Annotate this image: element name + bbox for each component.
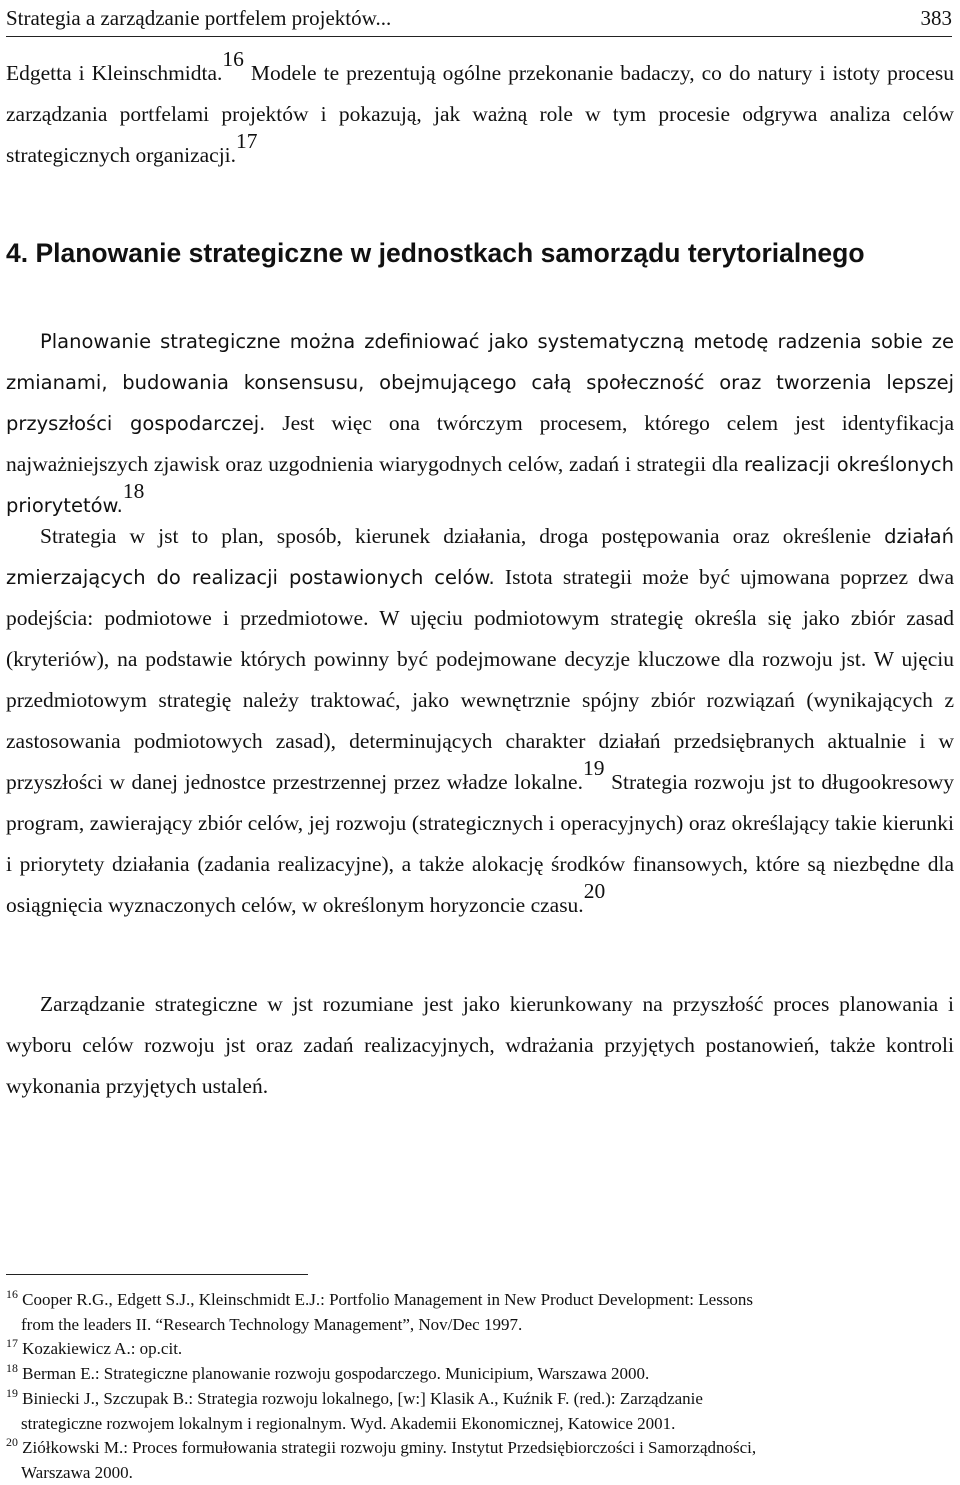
- footnote-16: $^{16}$ Cooper R.G., Edgett S.J., Kleinschmidt E.J.: Portfolio Management in New Product Development: Lessons from the leaders II. “Research Technology Management”, Nov/Dec 1997.: [6, 1287, 754, 1334]
- footnote-ref-19[interactable]: 19: [582, 756, 605, 781]
- footnotes: [6, 1288, 954, 1485]
- paragraph-2: [6, 517, 954, 927]
- intro-paragraph: [6, 47, 955, 177]
- paragraph-3-text: Zarządzanie strategiczne w jst rozumiane jest jako kierunkowany na przyszłość proces planowania i wyboru celów rozwoju jst oraz zadań realizacyjnych, wdrażania przyjętych postanowień, także kontroli wykonania przyjętych ustaleń.: [6, 992, 954, 1098]
- paragraph-3: [6, 985, 954, 1108]
- page-number: 383: [920, 6, 952, 30]
- footnote-ref-17[interactable]: 17: [236, 129, 258, 154]
- footnote-17: $^{17}$ Kozakiewicz A.: op.cit.: [6, 1336, 183, 1358]
- paragraph-1: [6, 322, 954, 527]
- header-title: Strategia a zarządzanie portfelem projektów...: [6, 6, 392, 30]
- footnote-ref-20[interactable]: 20: [583, 879, 606, 904]
- section-heading: 4. Planowanie strategiczne w jednostkach samorządu terytorialnego: [6, 238, 865, 268]
- paragraph-2-text-c: Istota strategii może być ujmowana poprzez dwa podejścia: podmiotowe i przedmiotowe. W ujęciu podmiotowym strategię określa się jako zbiór zasad (kryteriów), na podstawie których powinny być podejmowane decyzje kluczowe dla rozwoju jst. W ujęciu przedmiotowym strategię należy traktować, jako wewnętrznie spójny zbiór rozwiązań (wynikających z zastosowania podmiotowych zasad), determinujących charakter działań przedsiębranych aktualnie i w przyszłości w danej jednostce przestrzennej przez władze lokalne.: [6, 565, 954, 794]
- intro-text: Modele te prezentują ogólne przekonanie badaczy, co do natury i istoty procesu zarządzania portfelami projektów i pokazują, jak ważną role w tym procesie odgrywa analiza celów strategicznych organizacji.: [6, 61, 955, 167]
- paragraph-2-text-a: Strategia w jst to plan, sposób, kierunek działania, droga postępowania oraz określenie: [40, 524, 885, 548]
- footnote-ref-16[interactable]: 16: [222, 47, 244, 72]
- footnote-19: $^{19}$ Biniecki J., Szczupak B.: Strategia rozwoju lokalnego, [w:] Klasik A., Kuźnik F. (red.): Zarządzanie strategiczne rozwojem lokalnym i regionalnym. Wyd. Akademii Ekonomicznej, Katowice 2001.: [6, 1386, 703, 1433]
- intro-text-serif: Edgetta i Kleinschmidta.: [6, 61, 223, 85]
- paragraph-2-text-d: Strategia rozwoju jst to długookresowy program, zawierający zbiór celów, jej rozwoju (strategicznych i operacyjnych) oraz określający takie kierunki i priorytety działania (zadania realizacyjne), a także alokację środków finansowych, które są niezbędne dla osiągnięcia wyznaczonych celów, w określonym horyzoncie czasu.: [6, 770, 954, 917]
- paragraph-2-text-b: działań zmierzających do realizacji postawionych celów.: [6, 525, 954, 589]
- footnote-ref-18[interactable]: 18: [122, 479, 145, 504]
- paragraph-1-text-b: Jest więc ona twórczym procesem, którego celem jest identyfikacja najważniejszych zjawisk oraz uzgodnienia wiarygodnych celów, zadań i strategii dla: [6, 411, 954, 476]
- footnote-18: $^{18}$ Berman E.: Strategiczne planowanie rozwoju gospodarczego. Municipium, Warszawa 2000.: [6, 1361, 650, 1383]
- paragraph-1-text-c: realizacji określonych priorytetów.: [6, 453, 955, 517]
- running-header: [6, 2, 952, 37]
- footnote-divider: [6, 1274, 308, 1275]
- paragraph-1-text-a: Planowanie strategiczne można zdefiniować jako systematyczną metodę radzenia sobie ze zmianami, budowania konsensusu, obejmującego całą społeczność oraz tworzenia lepszej przyszłości gospodarczej.: [6, 330, 954, 435]
- footnote-20: $^{20}$ Ziółkowski M.: Proces formułowania strategii rozwoju gminy. Instytut Przedsiębiorczości i Samorządności, Warszawa 2000.: [6, 1435, 757, 1482]
